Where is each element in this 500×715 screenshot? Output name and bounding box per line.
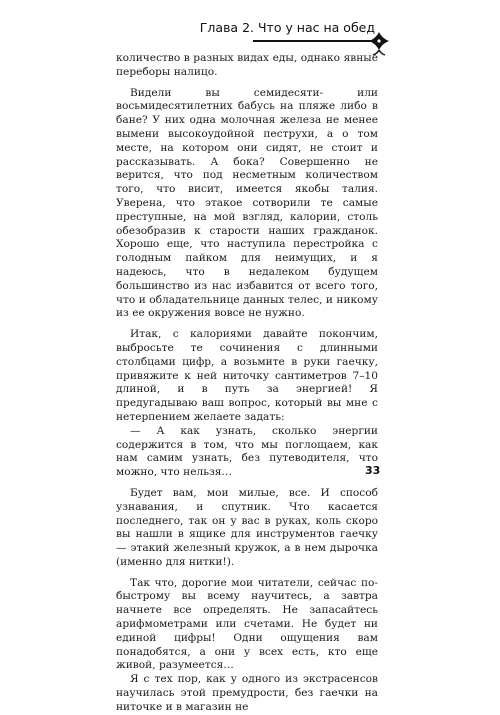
body-text xyxy=(116,52,381,715)
paragraph: Так что, дорогие мои читатели, сейчас по-быстрому вы всему научитесь, а завтра начнете все определять. Не запасайтесь арифмометрами или счетами. Не будет ни единой цифры! Одни ощущения вам понадобятся, а они у всех есть, кто еще живой, разумеется… xyxy=(116,576,378,672)
running-title: Глава 2. Что у нас на обед xyxy=(199,20,375,35)
paragraph: Итак, с калориями давайте покончим, выбросьте те сочинения с длинными столбцами цифр, а возьмите в руки гаечку, привяжите к ней ниточку сантиметров 7–10 длиной, и в путь за энергией! Я предугадываю ваш вопрос, который вы мне с нетерпением желаете задать: xyxy=(116,328,378,423)
paragraph: количество в разных видах еды, однако явные переборы налицо. xyxy=(116,52,378,78)
page-number: 33 xyxy=(365,464,381,477)
paragraph: Видели вы семидесяти- или восьмидесятилетних бабусь на пляже либо в бане? У них одна молочная железа не менее вымени высокоудойной пеструхи, а о том месте, на котором они сидят, не стоит и рассказывать. А бока? Совершенно не верится, что под несметным количеством того, что висит, имеется якобы талия. Уверена, что этакое сотворили те самые преступные, на мой взгляд, калории, столь обезобразив к старости наших гражданок. Хорошо еще, что наступила перестройка с голодным пайком для неимущих, и я надеюсь, что в недалеком будущем большинство из нас избавится от всего того, что и обладательнице данных телес, и никому из ее окружения вовсе не нужно. xyxy=(116,86,378,320)
header-rule xyxy=(253,40,371,42)
paragraph: Будет вам, мои милые, все. И способ узнавания, и спутник. Что касается последнего, так он у вас в руках, коль скоро вы нашли в ящике для инструментов гаечку — этакий железный кружок, а в нем дырочка (именно для нитки!). xyxy=(116,486,378,568)
paragraph: — А как узнать, сколько энергии содержится в том, что мы поглощаем, как нам самим узнать, без путеводителя, что можно, что нельзя… xyxy=(116,424,378,479)
paragraph: Я с тех пор, как у одного из экстрасенсов научилась этой премудрости, без гаечки на ниточке и в магазин не xyxy=(116,673,378,713)
running-header xyxy=(0,20,500,50)
